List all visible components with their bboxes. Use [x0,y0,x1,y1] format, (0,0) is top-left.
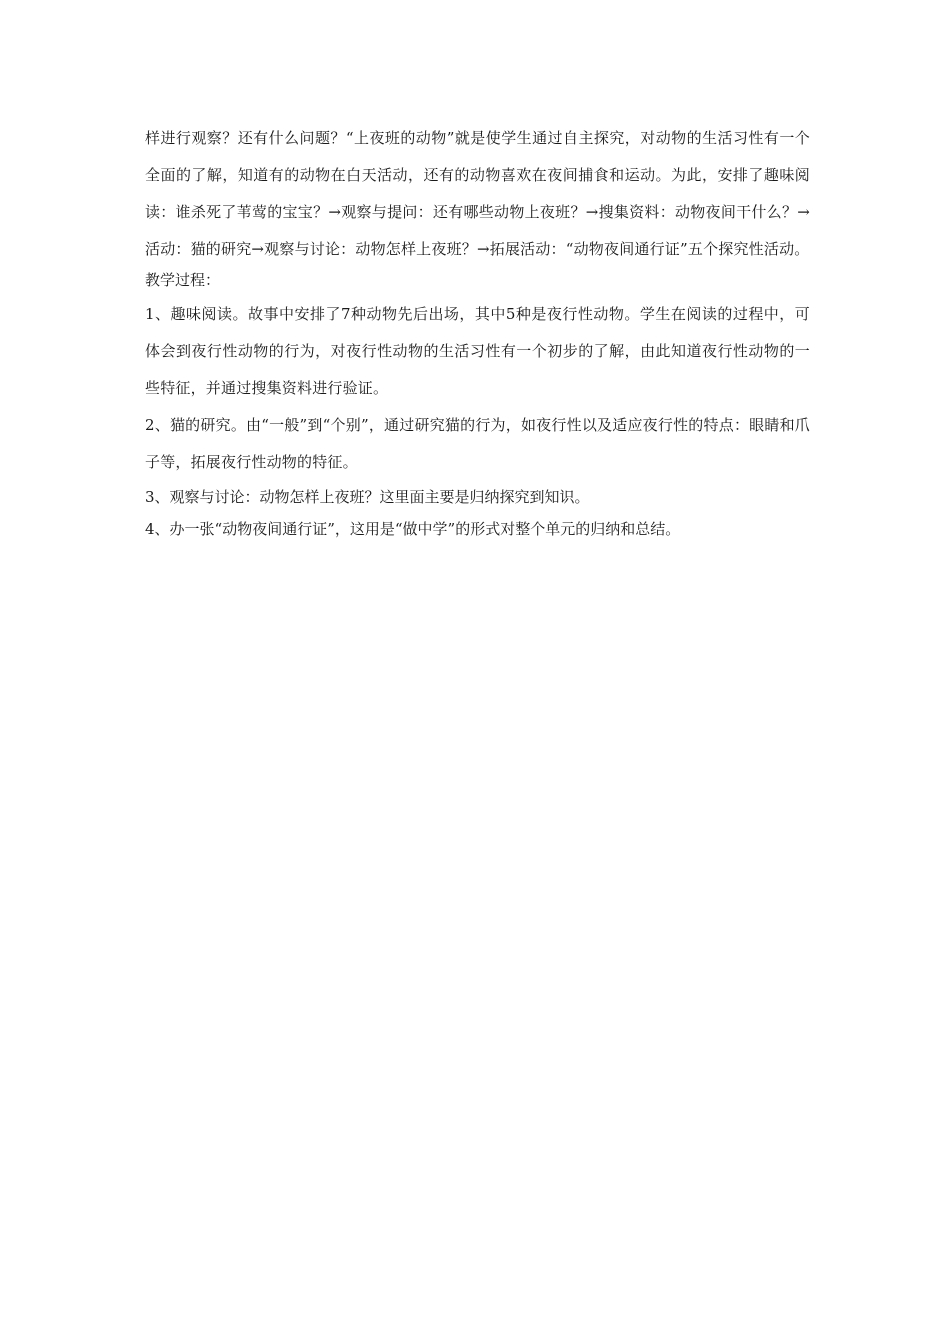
document-body [145,120,810,545]
list-item-1: 1、趣味阅读。故事中安排了7种动物先后出场，其中5种是夜行性动物。学生在阅读的过程中，可体会到夜行性动物的行为，对夜行性动物的生活习性有一个初步的了解，由此知道夜行性动物的一些特征，并通过搜集资料进行验证。 [145,305,810,397]
section-heading: 教学过程： [145,271,221,289]
intro-paragraph: 样进行观察？还有什么问题？“上夜班的动物”就是使学生通过自主探究，对动物的生活习性有一个全面的了解，知道有的动物在白天活动，还有的动物喜欢在夜间捕食和运动。为此，安排了趣味阅读：谁杀死了苇莺的宝宝？→观察与提问：还有哪些动物上夜班？→搜集资料：动物夜间干什么？→活动：猫的研究→观察与讨论：动物怎样上夜班？→拓展活动：“动物夜间通行证”五个探究性活动。 [145,129,810,258]
list-item-3: 3、观察与讨论：动物怎样上夜班？这里面主要是归纳探究到知识。 [145,488,590,506]
list-item-2: 2、猫的研究。由“一般”到“个别”，通过研究猫的行为，如夜行性以及适应夜行性的特点：眼睛和爪子等，拓展夜行性动物的特征。 [145,416,810,471]
list-item-4: 4、办一张“动物夜间通行证”，这用是“做中学”的形式对整个单元的归纳和总结。 [145,520,681,538]
